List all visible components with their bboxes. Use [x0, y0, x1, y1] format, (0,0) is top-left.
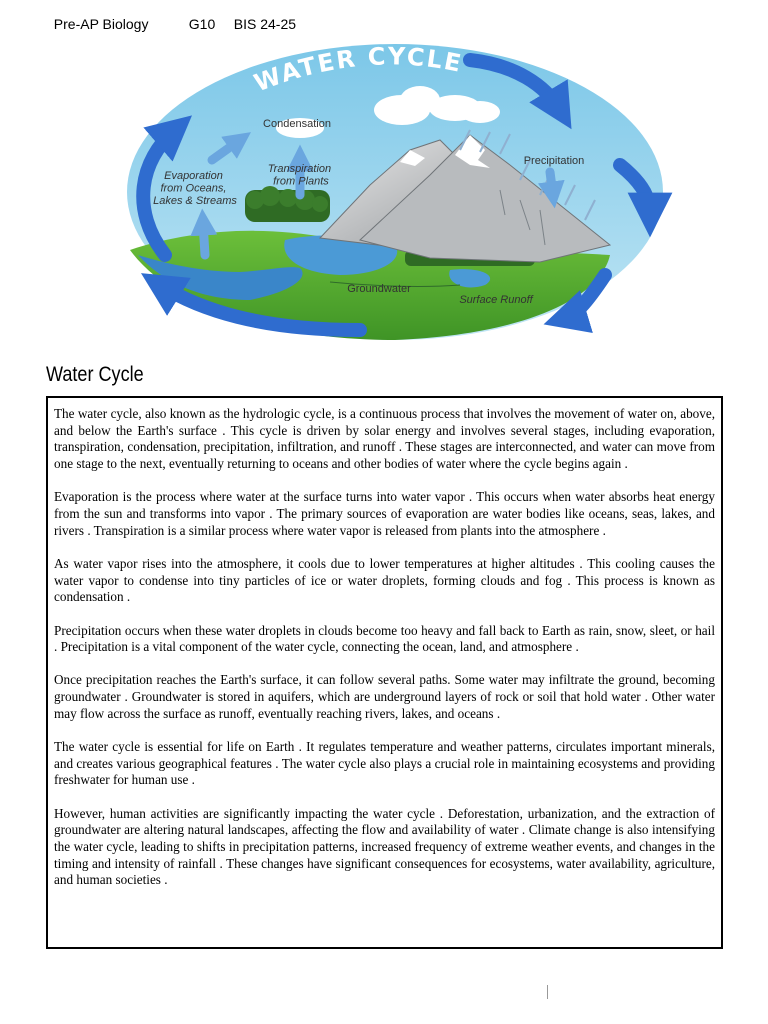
paragraph-evaporation: Evaporation is the process where water at the surface turns into water vapor . This occurs when water absorbs heat energy from the sun and transforms into vapor . The primary sources of evaporation are water bodies like oceans, seas, lakes, and rivers . Transpiration is a similar process where water vapor is released from plants into the atmosphere . [54, 489, 715, 538]
label-evaporation-1: Evaporation [164, 170, 223, 182]
label-transpiration-2: from Plants [273, 175, 329, 188]
paragraph-human-impact: However, human activities are significantly impacting the water cycle . Deforestation, urbanization, and the extraction of groundwater are altering natural landscapes, affecting the flow and availability of water . Climate change is also intensifying the water cycle, leading to shifts in precipitation patterns, increased frequency of extreme weather events, and changes in the timing and intensity of rainfall . These changes have significant consequences for ecosystems, water availability, agriculture, and human societies . [54, 805, 715, 888]
svg-text:Evaporation from Oceans, [153, 170, 237, 207]
label-condensation: Condensation [263, 118, 331, 130]
school-year: BIS 24-25 [233, 16, 297, 32]
label-surface-runoff: Surface Runoff [459, 294, 533, 306]
forest-left [245, 186, 330, 222]
water-cycle-diagram [0, 0, 768, 350]
label-transpiration-1: Transpiration [267, 163, 332, 175]
section-title: Water Cycle [46, 363, 144, 386]
paragraph-groundwater: Once precipitation reaches the Earth's surface, it can follow several paths. Some water may infiltrate the ground, becoming groundwater . Groundwater is stored in aquifers, which are underground layers of rock or soil that hold water . Other water may flow across the surface as runoff, eventually reaching rivers, lakes, and oceans . [54, 672, 715, 721]
label-evaporation-3: Lakes & Streams [153, 195, 237, 207]
course-name: Pre-AP Biology [53, 16, 149, 32]
text-box [46, 396, 723, 949]
label-groundwater: Groundwater [347, 283, 411, 295]
diagram-title-text: WATER CYCLE [250, 42, 466, 98]
grade-label: G10 [188, 16, 216, 32]
paragraph-importance: The water cycle is essential for life on Earth . It regulates temperature and weather patterns, circulates important minerals, and creates various geographical features . The water cycle also plays a crucial role in maintaining ecosystems and providing freshwater for human use . [54, 739, 715, 788]
text-cursor [547, 985, 548, 999]
label-evaporation-2: from Oceans, [160, 182, 227, 195]
paragraph-condensation: As water vapor rises into the atmosphere, it cools due to lower temperatures at higher altitudes . This cooling causes the water vapor to condense into tiny particles of ice or water droplets, forming clouds and fog . This process is known as condensation . [54, 555, 715, 605]
paragraph-intro: The water cycle, also known as the hydrologic cycle, is a continuous process that involves the movement of water on, above, and below the Earth's surface . This cycle is driven by solar energy and involves several stages, including evaporation, transpiration, condensation, precipitation, infiltration, and runoff . These stages are interconnected, and water can move from one stage to the next, eventually returning to oceans and other bodies of water where the cycle begins again . [54, 406, 715, 472]
label-precipitation: Precipitation [523, 155, 585, 167]
svg-text:Transpiration from Plants [268, 163, 334, 188]
paragraph-precipitation: Precipitation occurs when these water droplets in clouds become too heavy and fall back to Earth as rain, snow, sleet, or hail . Precipitation is a vital component of the water cycle, connecting the ocean, land, and atmosphere . [54, 622, 715, 655]
